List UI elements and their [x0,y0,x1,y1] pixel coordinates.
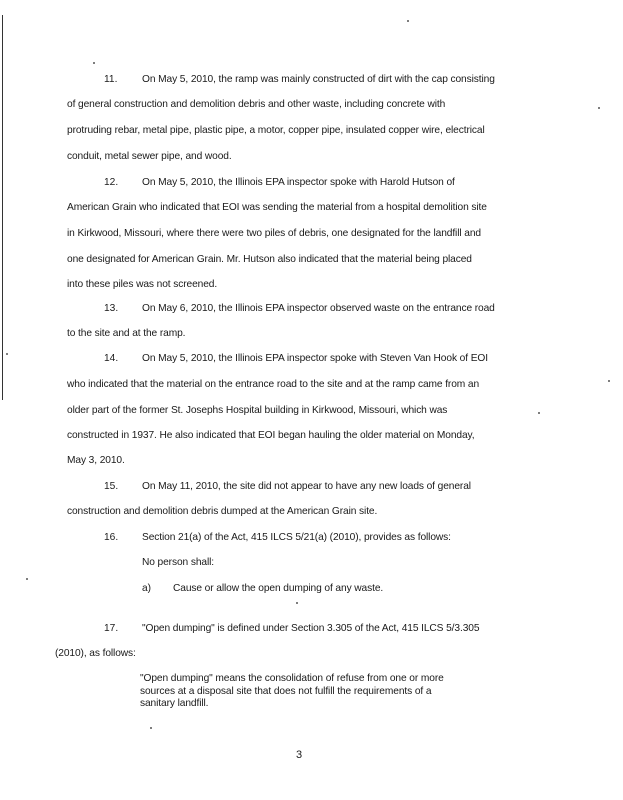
paragraph-line: of general construction and demolition debris and other waste, including concrete with [67,99,446,110]
paragraph-number: 14. [104,353,119,364]
paragraph-line: into these piles was not screened. [67,279,218,290]
paragraph-number: 11. [104,74,118,85]
paragraph-line: construction and demolition debris dumped at the American Grain site. [67,506,378,517]
paragraph-line: protruding rebar, metal pipe, plastic pipe, a motor, copper pipe, insulated copper wire, electrical [67,125,485,136]
paragraph-line: May 3, 2010. [67,455,125,466]
block-quote-line: "Open dumping" means the consolidation of refuse from one or more [140,673,444,684]
paragraph-line: conduit, metal sewer pipe, and wood. [67,151,232,162]
paragraph-line: who indicated that the material on the entrance road to the site and at the ramp came from an [67,379,480,390]
paragraph-number: 17. [104,623,119,634]
quote-item-label: a) [142,583,151,594]
scan-speck [6,353,8,355]
scan-speck [26,578,28,580]
paragraph-line: American Grain who indicated that EOI was sending the material from a hospital demolition site [67,202,487,213]
paragraph-number: 16. [104,532,119,543]
quote-item-text: Cause or allow the open dumping of any waste. [173,583,384,594]
paragraph-line: Section 21(a) of the Act, 415 ILCS 5/21(a) (2010), provides as follows: [142,532,451,543]
scan-speck [150,727,152,729]
paragraph-line: older part of the former St. Josephs Hospital building in Kirkwood, Missouri, which was [67,405,448,416]
paragraph-line: On May 11, 2010, the site did not appear to have any new loads of general [142,481,471,492]
paragraph-line: in Kirkwood, Missouri, where there were two piles of debris, one designated for the landfill and [67,228,481,239]
scan-speck [608,380,610,382]
paragraph-line: to the site and at the ramp. [67,328,186,339]
paragraph-line: constructed in 1937. He also indicated that EOI began hauling the older material on Monday, [67,430,475,441]
scan-speck [407,20,409,22]
block-quote-line: sources at a disposal site that does not fulfill the requirements of a [140,686,432,697]
paragraph-line: On May 5, 2010, the Illinois EPA inspector spoke with Steven Van Hook of EOI [142,353,488,364]
scan-speck [93,62,95,64]
paragraph-number: 15. [104,481,119,492]
paragraph-line: (2010), as follows: [55,648,136,659]
scan-speck [538,412,540,414]
page-number: 3 [296,749,303,761]
paragraph-line: one designated for American Grain. Mr. Hutson also indicated that the material being placed [67,254,472,265]
paragraph-line: On May 5, 2010, the ramp was mainly constructed of dirt with the cap consisting [142,74,495,85]
scan-speck [296,602,298,604]
paragraph-number: 13. [104,303,119,314]
paragraph-number: 12. [104,177,119,188]
paragraph-line: On May 5, 2010, the Illinois EPA inspector spoke with Harold Hutson of [142,177,455,188]
quote-intro: No person shall: [142,557,215,568]
paragraph-line: On May 6, 2010, the Illinois EPA inspector observed waste on the entrance road [142,303,495,314]
scan-speck [598,107,600,109]
paragraph-line: "Open dumping" is defined under Section 3.305 of the Act, 415 ILCS 5/3.305 [142,623,480,634]
block-quote-line: sanitary landfill. [140,698,209,709]
left-margin-line [2,15,3,400]
